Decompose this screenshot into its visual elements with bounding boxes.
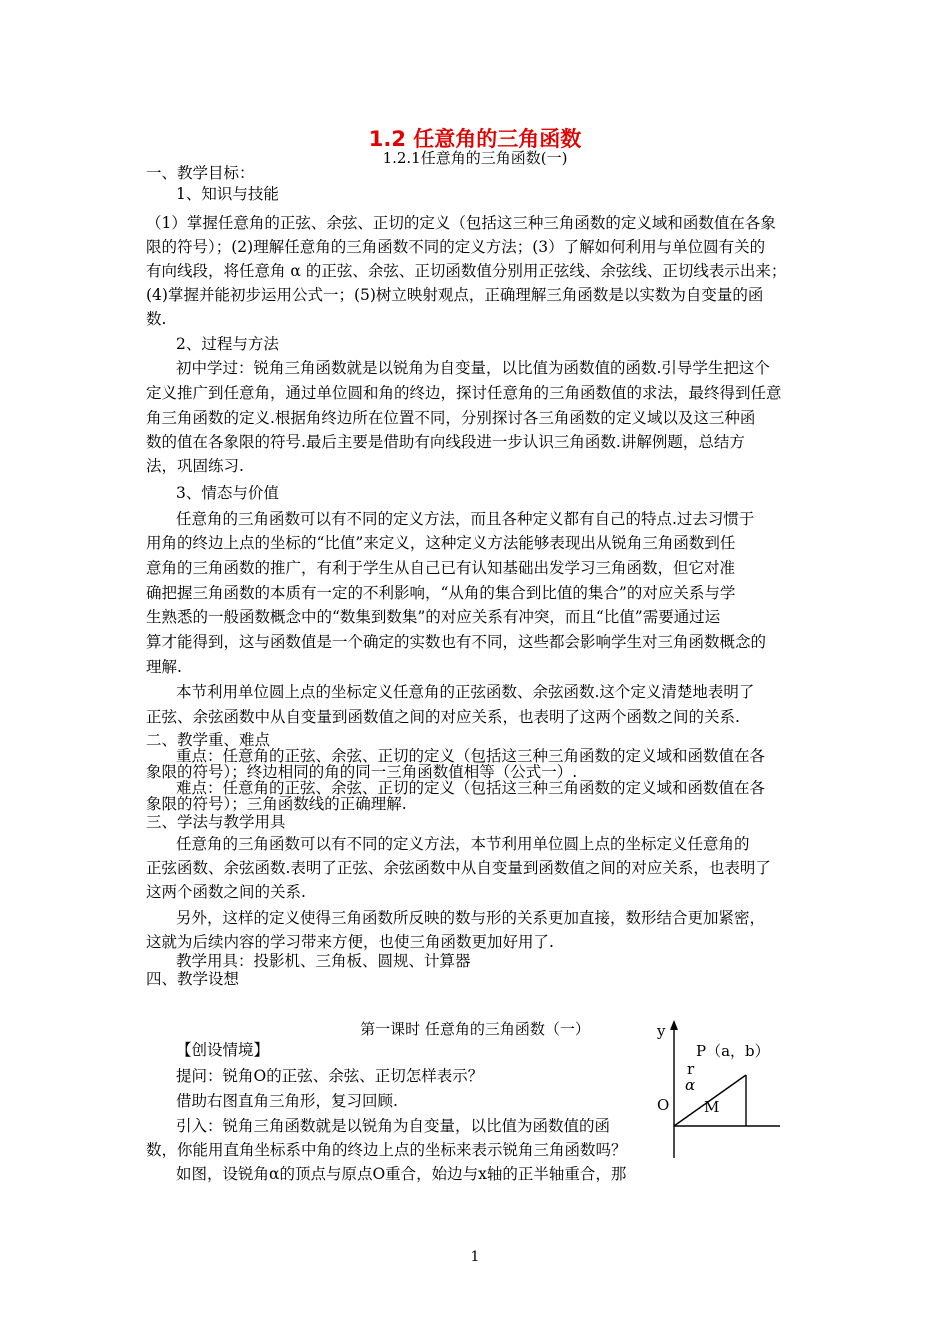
text-line: 2、过程与方法 [176,335,279,353]
text-line: 角三角函数的定义.根据角终边所在位置不同，分别探讨各三角函数的定义域以及这三种函 [146,409,756,427]
lesson-heading: 第一课时 任意角的三角函数（一） [360,1020,590,1038]
text-line: 生熟悉的一般函数概念中的“数集到数集”的对应关系有冲突，而且“比值”需要通过运 [146,608,721,626]
point-p-label: P（a，b） [696,1042,770,1060]
right-triangle-figure [652,1018,780,1158]
alpha-label: α [685,1076,696,1094]
text-line: 定义推广到任意角，通过单位圆和角的终边，探讨任意角的三角函数值的求法，最终得到任意 [146,384,782,402]
text-line: 1、知识与技能 [176,185,279,203]
text-line: 三、学法与教学用具 [146,813,286,831]
text-line: 确把握三角函数的本质有一定的不利影响，“从角的集合到比值的集合”的对应关系与学 [146,584,736,602]
text-line: 教学用具：投影机、三角板、圆规、计算器 [176,952,471,970]
text-line: 有向线段，将任意角 α 的正弦、余弦、正切函数值分别用正弦线、余弦线、正切线表示出来； [146,262,787,280]
text-line: 3、情态与价值 [176,484,279,502]
r-label: r [687,1060,695,1078]
text-line: （1）掌握任意角的正弦、余弦、正切的定义（包括这三种三角函数的定义域和函数值在各象 [146,214,776,232]
text-line: 重点：任意角的正弦、余弦、正切的定义（包括这三种三角函数的定义域和函数值在各 [176,747,766,765]
text-line: 任意角的三角函数可以有不同的定义方法，本节利用单位圆上点的坐标定义任意角的 [176,835,750,853]
text-line: 四、教学设想 [146,970,240,988]
text-line: 难点：任意角的正弦、余弦、正切的定义（包括这三种三角函数的定义域和函数值在各 [176,779,766,797]
text-line: 【创设情境】 [176,1041,270,1059]
text-line: 如图，设锐角α的顶点与原点O重合，始边与x轴的正半轴重合，那 [176,1165,627,1183]
text-line: 算才能得到，这与函数值是一个确定的实数也有不同，这些都会影响学生对三角函数概念的 [146,633,767,651]
text-line: 这就为后续内容的学习带来方便，也使三角函数更加好用了. [146,933,554,951]
text-line: 数，你能用直角坐标系中角的终边上点的坐标来表示锐角三角函数吗？ [146,1141,627,1159]
y-axis-label: y [657,1022,666,1040]
text-line: 象限的符号）；终边相同的角的同一三角函数值相等（公式一）. [146,763,578,781]
page-number: 1 [470,1249,480,1265]
text-line: 另外，这样的定义使得三角函数所反映的数与形的关系更加直接，数形结合更加紧密， [176,909,766,927]
page-title: 1.2 任意角的三角函数 [368,127,582,151]
text-line: 这两个函数之间的关系. [146,883,306,901]
text-line: 数的值在各象限的符号.最后主要是借助有向线段进一步认识三角函数.讲解例题，总结方 [146,433,745,451]
text-line: 理解. [146,658,182,676]
text-line: 任意角的三角函数可以有不同的定义方法，而且各种定义都有自己的特点.过去习惯于 [176,510,755,528]
point-m-label: M [704,1098,720,1116]
text-line: 数. [146,310,167,328]
text-line: 限的符号）；(2)理解任意角的三角函数不同的定义方法；(3）了解如何利用与单位圆有关的 [146,238,766,256]
text-line: 本节利用单位圆上点的坐标定义任意角的正弦函数、余弦函数.这个定义清楚地表明了 [176,683,755,701]
triangle-diagram [652,1018,780,1158]
text-line: 正弦函数、余弦函数.表明了正弦、余弦函数中从自变量到函数值之间的对应关系，也表明了 [146,859,771,877]
text-line: 引入：锐角三角函数就是以锐角为自变量，以比值为函数值的函 [176,1117,611,1135]
text-line: 一、教学目标： [146,164,255,182]
origin-label: O [657,1096,670,1114]
text-line: 二、教学重、难点 [146,731,271,749]
section-subtitle: 1.2.1任意角的三角函数(一) [382,149,568,167]
text-line: 提问：锐角O的正弦、余弦、正切怎样表示？ [176,1067,484,1085]
text-line: (4)掌握并能初步运用公式一；(5)树立映射观点，正确理解三角函数是以实数为自变量的函 [146,286,764,304]
text-line: 借助右图直角三角形，复习回顾. [176,1092,398,1110]
text-line: 象限的符号）；三角函数线的正确理解. [146,795,407,813]
text-line: 用角的终边上点的坐标的“比值”来定义，这种定义方法能够表现出从锐角三角函数到任 [146,534,736,552]
text-line: 意角的三角函数的推广，有利于学生从自己已有认知基础出发学习三角函数，但它对准 [146,559,736,577]
text-line: 法，巩固练习. [146,457,244,475]
text-line: 初中学过：锐角三角函数就是以锐角为自变量，以比值为函数值的函数.引导学生把这个 [176,359,770,377]
text-line: 正弦、余弦函数中从自变量到函数值之间的对应关系，也表明了这两个函数之间的关系. [146,708,740,726]
